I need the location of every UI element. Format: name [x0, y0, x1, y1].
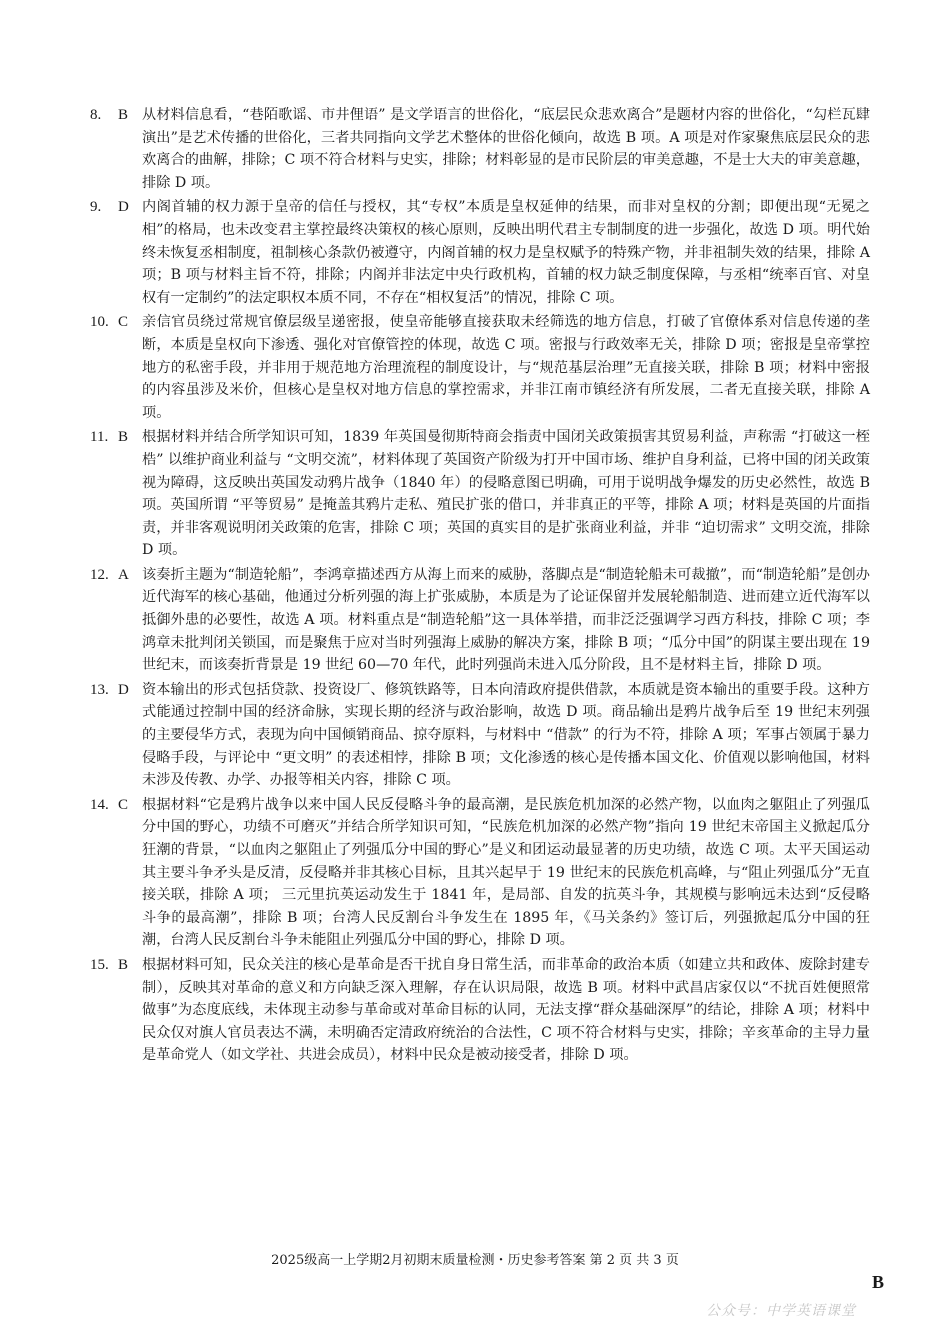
paper-version-label: B — [872, 1272, 885, 1292]
answer-item-15 — [90, 954, 870, 1067]
answer-letter: C — [118, 796, 129, 813]
answer-letter: D — [118, 681, 129, 698]
question-number: 13. — [90, 681, 109, 698]
question-number: 8. — [90, 107, 102, 123]
question-number: 14. — [90, 796, 109, 813]
answer-item-11 — [90, 426, 870, 562]
answer-item-10 — [90, 311, 870, 424]
answer-explanation: 根据材料可知，民众关注的核心是革命是否干扰自身日常生活，而非革命的政治本质（如建立共和政体、废除封建专制），反映其对革命的意义和方向缺乏深入理解，存在认识局限，故选 B 项。材料中武昌店家仅以“不扰百姓便照常做事”为态度底线，未体现主动参与革命或对革命目标的认同，无法支撑“群众基础深厚”的结论，排除 A 项；材料中民众仅对旗人官员表达不满，未明确否定清政府统治的合法性，C 项不符合材料与史实，排除；辛亥革命的主导力量是革命党人（如文学社、共进会成员），材料中民众是被动接受者，排除 D 项。 — [142, 956, 870, 1064]
answer-explanation: 资本输出的形式包括贷款、投资设厂、修筑铁路等，日本向清政府提供借款，本质就是资本输出的重要手段。这种方式能通过控制中国的经济命脉，实现长期的经济与政治影响，故选 D 项。商品输出是鸦片战争后至 19 世纪末列强的主要侵华方式，表现为向中国倾销商品、掠夺原料，与材料中 “借款” 的行为不符，排除 A 项；军事占领属于暴力侵略手段，与评论中 “更文明” 的表述相悖，排除 B 项；文化渗透的核心是传播本国文化、价值观以影响他国，材料未涉及传教、办学、办报等相关内容，排除 C 项。 — [142, 681, 870, 789]
question-number: 9. — [90, 199, 102, 216]
answer-explanation: 从材料信息看，“巷陌歌谣、市井俚语” 是文学语言的世俗化，“底层民众悲欢离合”是题材内容的世俗化，“勾栏瓦肆演出”是艺术传播的世俗化，三者共同指向文学艺术整体的世俗化倾向，故选 B 项。A 项是对作家聚焦底层民众的悲欢离合的曲解，排除；C 项不符合材料与史实，排除；材料彰显的是市民阶层的审美意趣，不是士大夫的审美意趣，排除 D 项。 — [142, 107, 870, 191]
answer-item-12 — [90, 564, 870, 677]
question-number: 15. — [90, 956, 109, 973]
answer-list — [90, 104, 870, 1069]
answer-letter: C — [118, 314, 129, 331]
page-footer: 2025级高一上学期2月初期末质量检测・历史参考答案 第 2 页 共 3 页 — [271, 1253, 679, 1268]
question-number: 11. — [90, 429, 109, 446]
question-number: 10. — [90, 314, 109, 331]
answer-letter: B — [118, 429, 129, 446]
answer-explanation: 根据材料并结合所学知识可知，1839 年英国曼彻斯特商会指责中国闭关政策损害其贸易利益，声称需 “打破这一桎梏” 以维护商业利益与 “文明交流”，材料体现了英国资产阶级为打开中国市场、维护自身利益，已将中国的闭关政策视为障碍，这反映出英国发动鸦片战争（1840 年）的侵略意图已明确，可用于说明战争爆发的历史必然性，故选 B 项。英国所谓 “平等贸易” 是掩盖其鸦片走私、殖民扩张的借口，并非真正的平等，排除 A 项；材料是英国的片面指责，并非客观说明闭关政策的危害，排除 C 项；英国的真实目的是扩张商业利益，并非 “迫切需求” 文明交流，排除 D 项。 — [142, 429, 870, 559]
answer-explanation: 根据材料“它是鸦片战争以来中国人民反侵略斗争的最高潮，是民族危机加深的必然产物，以血肉之躯阻止了列强瓜分中国的野心，功绩不可磨灭”并结合所学知识可知，“民族危机加深的必然产物”指向 19 世纪末帝国主义掀起瓜分狂潮的背景，“以血肉之躯阻止了列强瓜分中国的野心”是义和团运动最显著的历史功绩，故选 C 项。太平天国运动其主要斗争矛头是反清，反侵略并非其核心目标，且其兴起早于 19 世纪末的民族危机高峰，与“阻止列强瓜分”无直接关联，排除 A 项； 三元里抗英运动发生于 1841 年，是局部、自发的抗英斗争，其规模与影响远未达到“反侵略斗争的最高潮”，排除 B 项；台湾人民反割台斗争发生在 1895 年，《马关条约》签订后，列强掀起瓜分中国的狂潮，台湾人民反割台斗争未能阻止列强瓜分中国的野心，排除 D 项。 — [142, 796, 870, 949]
answer-item-14 — [90, 794, 870, 952]
answer-item-8 — [90, 104, 870, 194]
answer-letter: A — [118, 566, 129, 583]
question-number: 12. — [90, 566, 109, 583]
answer-explanation: 该奏折主题为“制造轮船”，李鸿章描述西方从海上而来的威胁，落脚点是“制造轮船未可裁撤”，而“制造轮船”是创办近代海军的核心基础，他通过分析列强的海上扩张威胁，本质是为了论证保留并发展轮船制造、进而建立近代海军以抵御外患的必要性，故选 A 项。材料重点是“制造轮船”这一具体举措，而非泛泛强调学习西方科技，排除 C 项；李鸿章未批判闭关锁国，而是聚焦于应对当时列强海上威胁的解决方案，排除 B 项；“瓜分中国”的阴谋主要出现在 19 世纪末，而该奏折背景是 19 世纪 60—70 年代，此时列强尚未进入瓜分阶段，且不是材料主旨，排除 D 项。 — [142, 566, 870, 674]
answer-letter: B — [118, 107, 129, 123]
answer-explanation: 内阁首辅的权力源于皇帝的信任与授权，其“专权”本质是皇权延伸的结果，而非对皇权的分割；即便出现“无冕之相”的格局，也未改变君主掌控最终决策权的核心原则，反映出明代君主专制制度的进一步强化，故选 D 项。明代始终未恢复丞相制度，祖制核心条款仍被遵守，内阁首辅的权力是皇权赋予的特殊产物，并非祖制失效的结果，排除 A 项；B 项与材料主旨不符，排除；内阁并非法定中央行政机构，首辅的权力缺乏制度保障，与丞相“统率百官、对皇权有一定制约”的法定职权本质不同，不存在“相权复活”的情况，排除 C 项。 — [142, 199, 870, 306]
answer-item-9 — [90, 196, 870, 309]
answer-letter: D — [118, 199, 129, 216]
answer-letter: B — [118, 956, 129, 973]
answer-explanation: 亲信官员绕过常规官僚层级呈递密报，使皇帝能够直接获取未经筛选的地方信息，打破了官僚体系对信息传递的垄断，本质是皇权向下渗透、强化对官僚管控的体现，故选 C 项。密报与行政效率无关，排除 D 项；密报是皇帝掌控地方的私密手段，并非用于规范地方治理流程的制度设计，与“规范基层治理”无直接关联，排除 B 项；材料中密报的内容虽涉及米价，但核心是皇权对地方信息的掌控需求，并非江南市镇经济有所发展，二者无直接关联，排除 A 项。 — [142, 314, 870, 421]
answer-item-13 — [90, 679, 870, 792]
watermark-text: 公众号：中学英语课堂 — [706, 1303, 856, 1319]
